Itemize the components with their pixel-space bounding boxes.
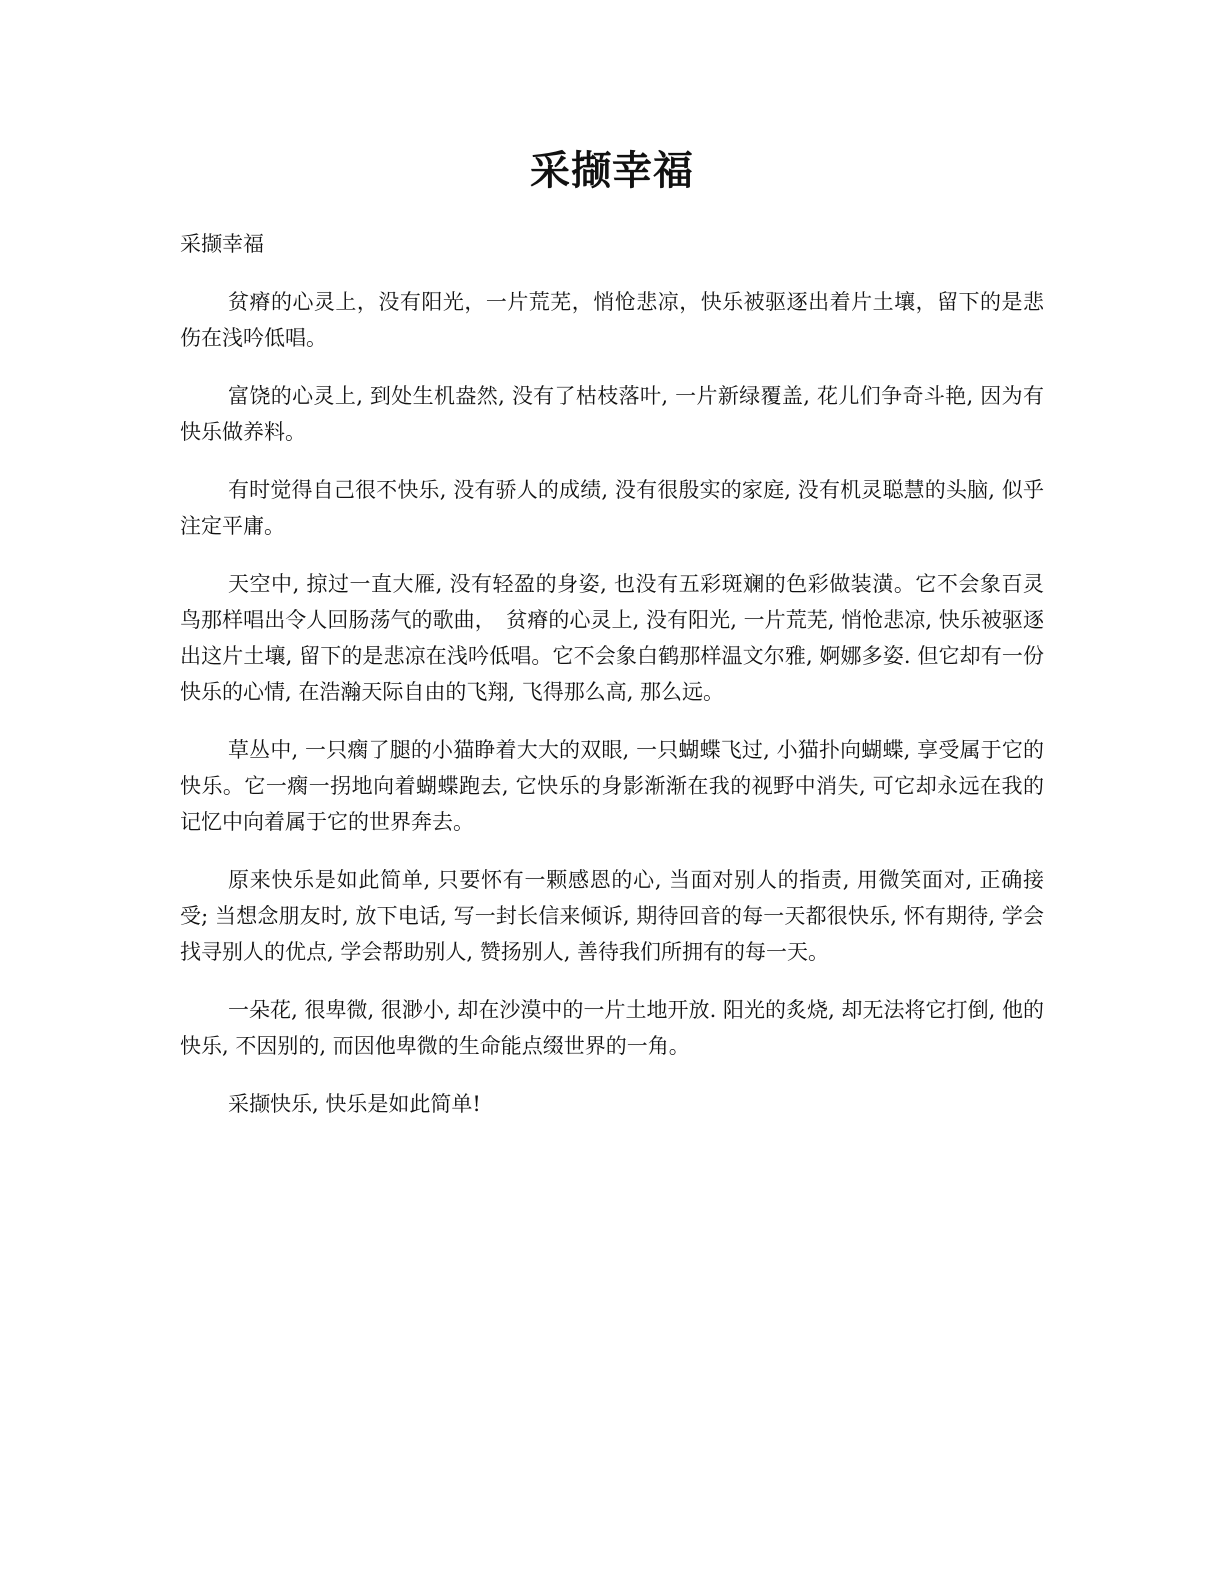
paragraph-2: 富饶的心灵上, 到处生机盎然, 没有了枯枝落叶, 一片新绿覆盖, 花儿们争奇斗艳, 因为有快乐做养料。 xyxy=(180,384,1044,444)
document-body xyxy=(180,226,1044,1144)
paragraph-1: 贫瘠的心灵上，没有阳光，一片荒芜，悄怆悲凉，快乐被驱逐出着片土壤，留下的是悲伤在浅吟低唱。 xyxy=(180,290,1044,350)
paragraph-6: 原来快乐是如此简单, 只要怀有一颗感恩的心, 当面对别人的指责, 用微笑面对, 正确接受; 当想念朋友时, 放下电话, 写一封长信来倾诉, 期待回音的每一天都很快乐, 怀有期待, 学会找寻别人的优点, 学会帮助别人, 赞扬别人, 善待我们所拥有的每一天。 xyxy=(180,868,1044,964)
document-title: 采撷幸福 xyxy=(530,147,694,194)
document-subtitle: 采撷幸福 xyxy=(180,232,264,256)
paragraph-8: 采撷快乐, 快乐是如此简单! xyxy=(228,1092,481,1116)
paragraph-3: 有时觉得自己很不快乐, 没有骄人的成绩, 没有很殷实的家庭, 没有机灵聪慧的头脑, 似乎注定平庸。 xyxy=(180,478,1044,538)
paragraph-4: 天空中, 掠过一直大雁, 没有轻盈的身姿, 也没有五彩斑斓的色彩做装潢。它不会象百灵鸟那样唱出令人回肠荡气的歌曲， 贫瘠的心灵上, 没有阳光, 一片荒芜, 悄怆悲凉, 快乐被驱逐出这片土壤, 留下的是悲凉在浅吟低唱。它不会象白鹤那样温文尔雅, 婀娜多姿. 但它却有一份快乐的心情, 在浩瀚天际自由的飞翔, 飞得那么高, 那么远。 xyxy=(180,572,1044,704)
paragraph-7: 一朵花, 很卑微, 很渺小, 却在沙漠中的一片土地开放. 阳光的炙烧, 却无法将它打倒, 他的快乐, 不因别的, 而因他卑微的生命能点缀世界的一角。 xyxy=(180,998,1044,1058)
paragraph-5: 草丛中, 一只瘸了腿的小猫睁着大大的双眼, 一只蝴蝶飞过, 小猫扑向蝴蝶, 享受属于它的快乐。它一瘸一拐地向着蝴蝶跑去, 它快乐的身影渐渐在我的视野中消失, 可它却永远在我的记忆中向着属于它的世界奔去。 xyxy=(180,738,1044,834)
